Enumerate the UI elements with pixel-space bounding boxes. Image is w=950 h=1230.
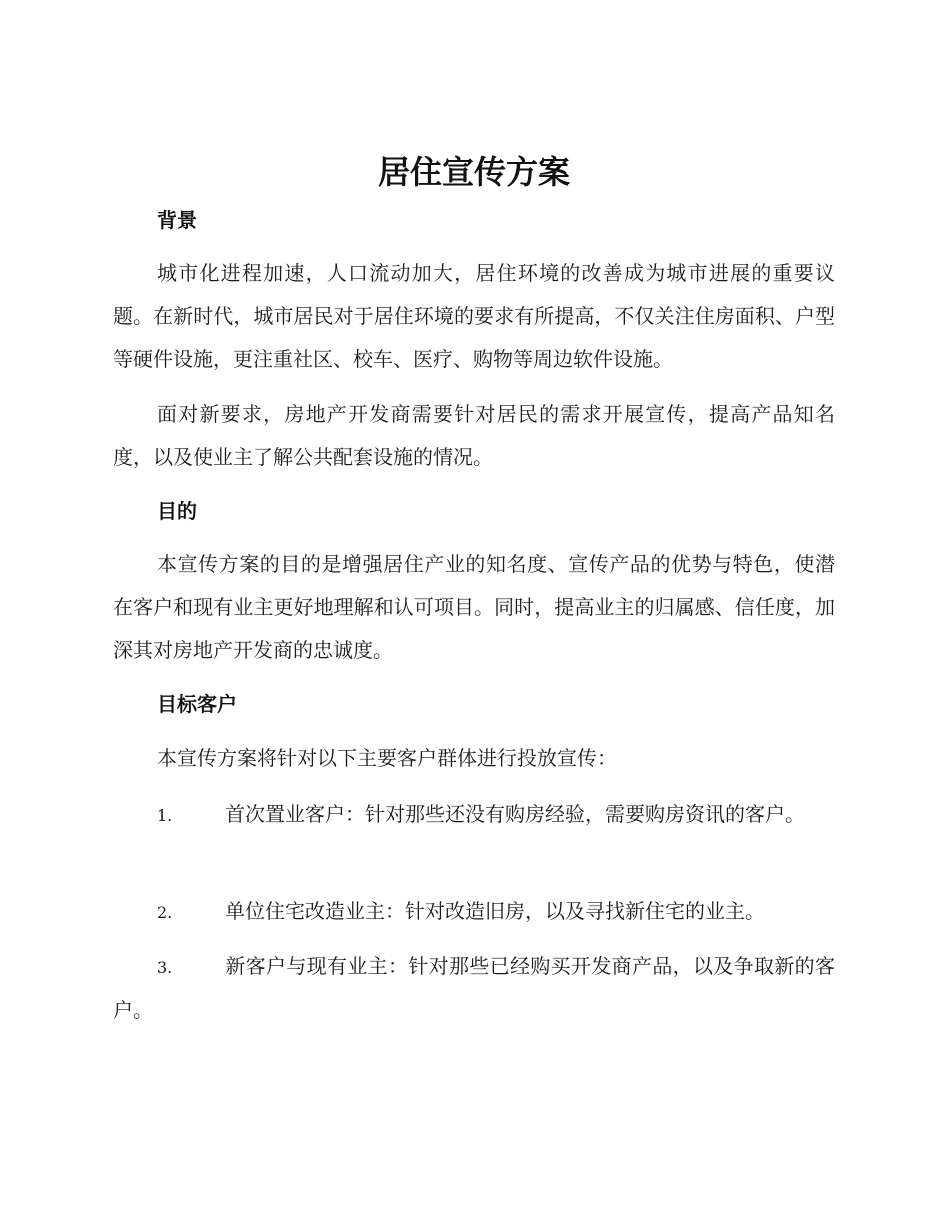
list-item — [113, 890, 835, 934]
list-item-number: 1. — [157, 806, 173, 825]
section-heading-target-customers: 目标客户 — [157, 692, 237, 716]
background-paragraph-1: 城市化进程加速，人口流动加大，居住环境的改善成为城市进展的重要议题。在新时代，城市居民对于居住环境的要求有所提高，不仅关注住房面积、户型等硬件设施，更注重社区、校车、医疗、购物等周边软件设施。 — [113, 261, 835, 371]
list-item-number: 3. — [157, 958, 173, 977]
purpose-paragraph: 本宣传方案的目的是增强居住产业的知名度、宣传产品的优势与特色，使潜在客户和现有业主更好地理解和认可项目。同时，提高业主的归属感、信任度，加深其对房地产开发商的忠诚度。 — [113, 552, 835, 662]
background-paragraph-2: 面对新要求，房地产开发商需要针对居民的需求开展宣传，提高产品知名度，以及使业主了解公共配套设施的情况。 — [113, 402, 835, 469]
list-item — [113, 793, 835, 837]
section-heading-background: 背景 — [157, 208, 197, 232]
document-title: 居住宣传方案 — [377, 153, 570, 191]
target-customers-intro: 本宣传方案将针对以下主要客户群体进行投放宣传： — [157, 746, 617, 770]
document-page — [113, 0, 835, 1230]
list-item-text: 新客户与现有业主：针对那些已经购买开发商产品，以及争取新的客户。 — [113, 954, 835, 1022]
list-item — [113, 945, 835, 1032]
list-item-text: 单位住宅改造业主：针对改造旧房，以及寻找新住宅的业主。 — [225, 899, 765, 923]
section-heading-purpose: 目的 — [157, 499, 197, 523]
list-item-number: 2. — [157, 903, 173, 922]
list-item-text: 首次置业客户：针对那些还没有购房经验，需要购房资讯的客户。 — [225, 802, 805, 826]
